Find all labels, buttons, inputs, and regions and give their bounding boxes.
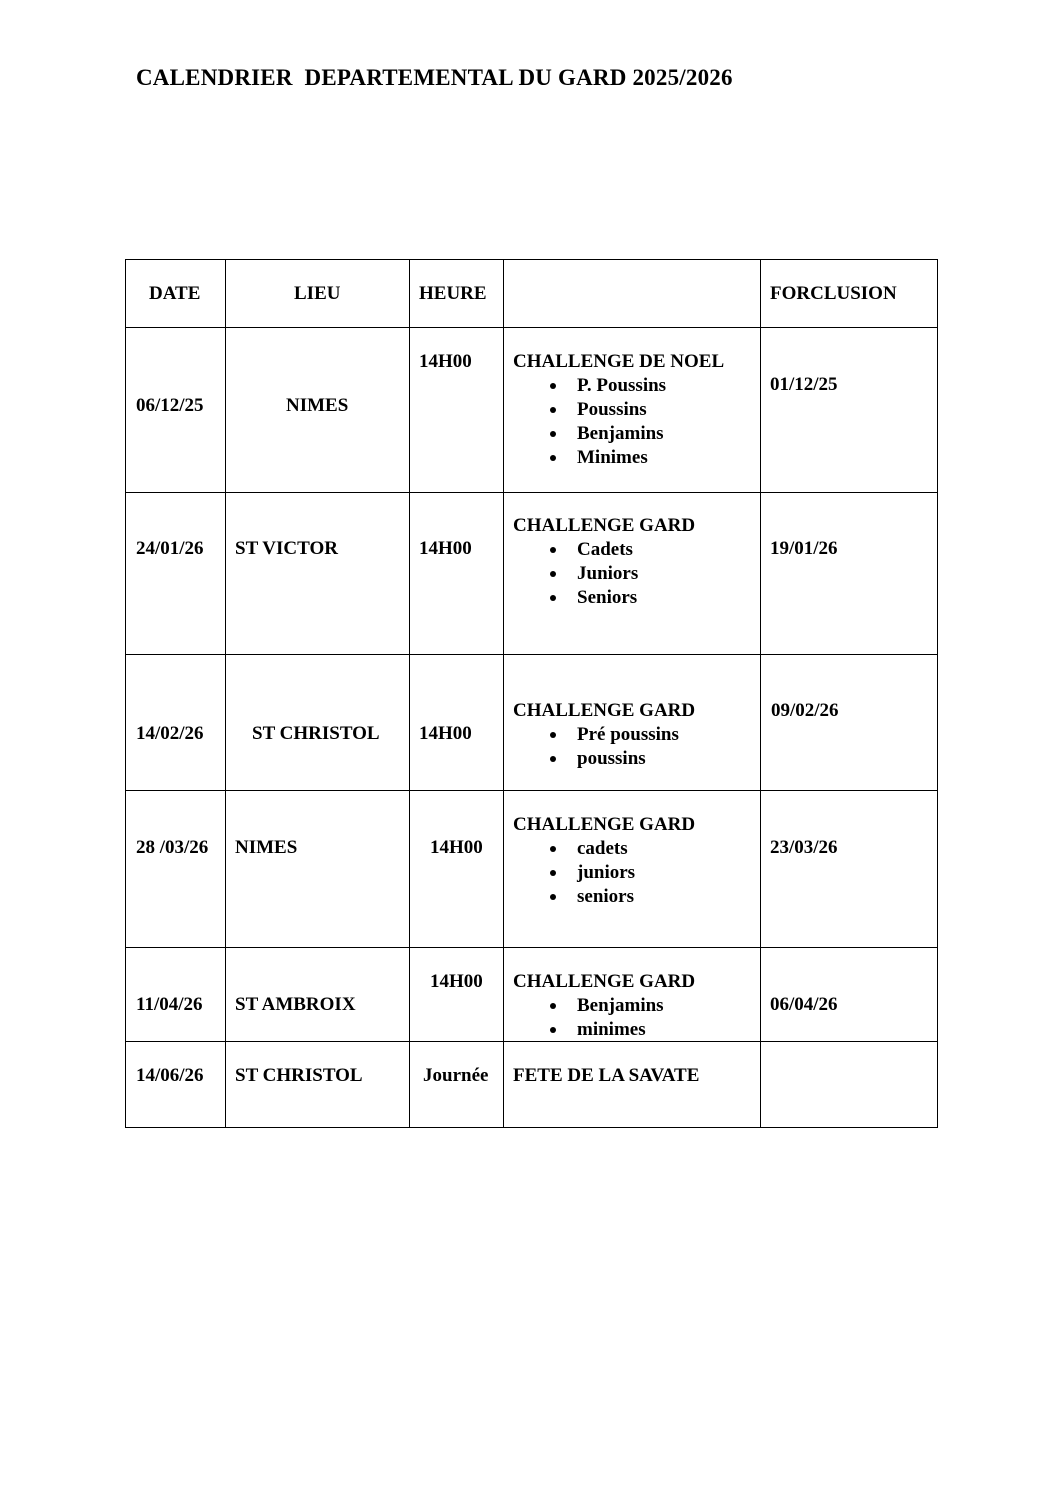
calendar-table [125,259,938,1128]
row-date: 24/01/26 [136,538,204,559]
event-cell [504,493,761,655]
bullet-icon [550,1027,556,1033]
forclusion-cell [761,948,938,1042]
lieu-cell [226,328,410,493]
category-list [513,538,638,610]
row-forclusion: 01/12/25 [770,374,838,395]
table-row [126,655,938,791]
bullet-icon [550,571,556,577]
heure-cell [410,1042,504,1128]
list-item: minimes [513,1018,664,1042]
bullet-icon [550,870,556,876]
row-heure: 14H00 [419,351,472,372]
table-row [126,948,938,1042]
row-lieu: NIMES [235,837,298,858]
bullet-icon [550,383,556,389]
heure-cell [410,328,504,493]
row-heure: 14H00 [419,538,472,559]
row-lieu: ST VICTOR [235,538,338,559]
bullet-icon [550,756,556,762]
list-item: Benjamins [513,422,666,446]
event-cell [504,655,761,791]
row-date: 14/06/26 [136,1065,204,1086]
row-lieu: NIMES [286,395,349,416]
forclusion-cell [761,328,938,493]
heure-cell [410,493,504,655]
table-row [126,791,938,948]
event-title: CHALLENGE GARD [513,515,696,536]
header-date-cell [126,260,226,328]
list-item: juniors [513,861,635,885]
list-item: Juniors [513,562,638,586]
list-item: Seniors [513,586,638,610]
header-event-cell [504,260,761,328]
list-item: Pré poussins [513,723,679,747]
date-cell [126,493,226,655]
row-lieu: ST CHRISTOL [235,1065,363,1086]
event-title: CHALLENGE DE NOEL [513,351,725,372]
date-cell [126,655,226,791]
list-item: cadets [513,837,635,861]
event-title: CHALLENGE GARD [513,971,696,992]
event-title: FETE DE LA SAVATE [513,1065,700,1086]
event-cell [504,328,761,493]
row-lieu: ST AMBROIX [235,994,356,1015]
lieu-cell [226,493,410,655]
category-list [513,723,679,771]
bullet-icon [550,455,556,461]
row-date: 11/04/26 [136,994,203,1015]
forclusion-cell [761,791,938,948]
bullet-icon [550,1003,556,1009]
row-heure: Journée [423,1065,489,1086]
bullet-icon [550,894,556,900]
header-row [126,260,938,328]
list-item: Cadets [513,538,638,562]
row-heure: 14H00 [419,723,472,744]
category-list [513,994,664,1042]
bullet-icon [550,595,556,601]
date-cell [126,791,226,948]
header-lieu: LIEU [294,283,341,304]
bullet-icon [550,431,556,437]
event-title: CHALLENGE GARD [513,814,696,835]
header-forclusion: FORCLUSION [770,283,897,304]
bullet-icon [550,732,556,738]
list-item: P. Poussins [513,374,666,398]
bullet-icon [550,407,556,413]
lieu-cell [226,948,410,1042]
row-lieu: ST CHRISTOL [252,723,380,744]
heure-cell [410,948,504,1042]
row-date: 06/12/25 [136,395,204,416]
list-item: Benjamins [513,994,664,1018]
event-cell [504,791,761,948]
row-heure: 14H00 [430,837,483,858]
row-forclusion: 06/04/26 [770,994,838,1015]
heure-cell [410,655,504,791]
row-date: 14/02/26 [136,723,204,744]
row-heure: 14H00 [430,971,483,992]
category-list [513,837,635,909]
row-forclusion: 23/03/26 [770,837,838,858]
bullet-icon [550,846,556,852]
date-cell [126,1042,226,1128]
table-row [126,1042,938,1128]
header-lieu-cell [226,260,410,328]
bullet-icon [550,547,556,553]
row-forclusion: 19/01/26 [770,538,838,559]
header-heure: HEURE [419,283,487,304]
table-row [126,328,938,493]
table-row [126,493,938,655]
row-forclusion: 09/02/26 [771,700,839,721]
heure-cell [410,791,504,948]
list-item: Minimes [513,446,666,470]
event-cell [504,948,761,1042]
header-date: DATE [149,283,201,304]
event-title: CHALLENGE GARD [513,700,696,721]
lieu-cell [226,791,410,948]
list-item: poussins [513,747,679,771]
list-item: Poussins [513,398,666,422]
category-list [513,374,666,470]
forclusion-cell [761,493,938,655]
header-heure-cell [410,260,504,328]
list-item: seniors [513,885,635,909]
page-title: CALENDRIER DEPARTEMENTAL DU GARD 2025/2026 [136,65,733,90]
row-date: 28 /03/26 [136,837,209,858]
event-cell [504,1042,761,1128]
lieu-cell [226,655,410,791]
forclusion-cell [761,655,938,791]
lieu-cell [226,1042,410,1128]
date-cell [126,328,226,493]
forclusion-cell [761,1042,938,1128]
date-cell [126,948,226,1042]
header-forclusion-cell [761,260,938,328]
